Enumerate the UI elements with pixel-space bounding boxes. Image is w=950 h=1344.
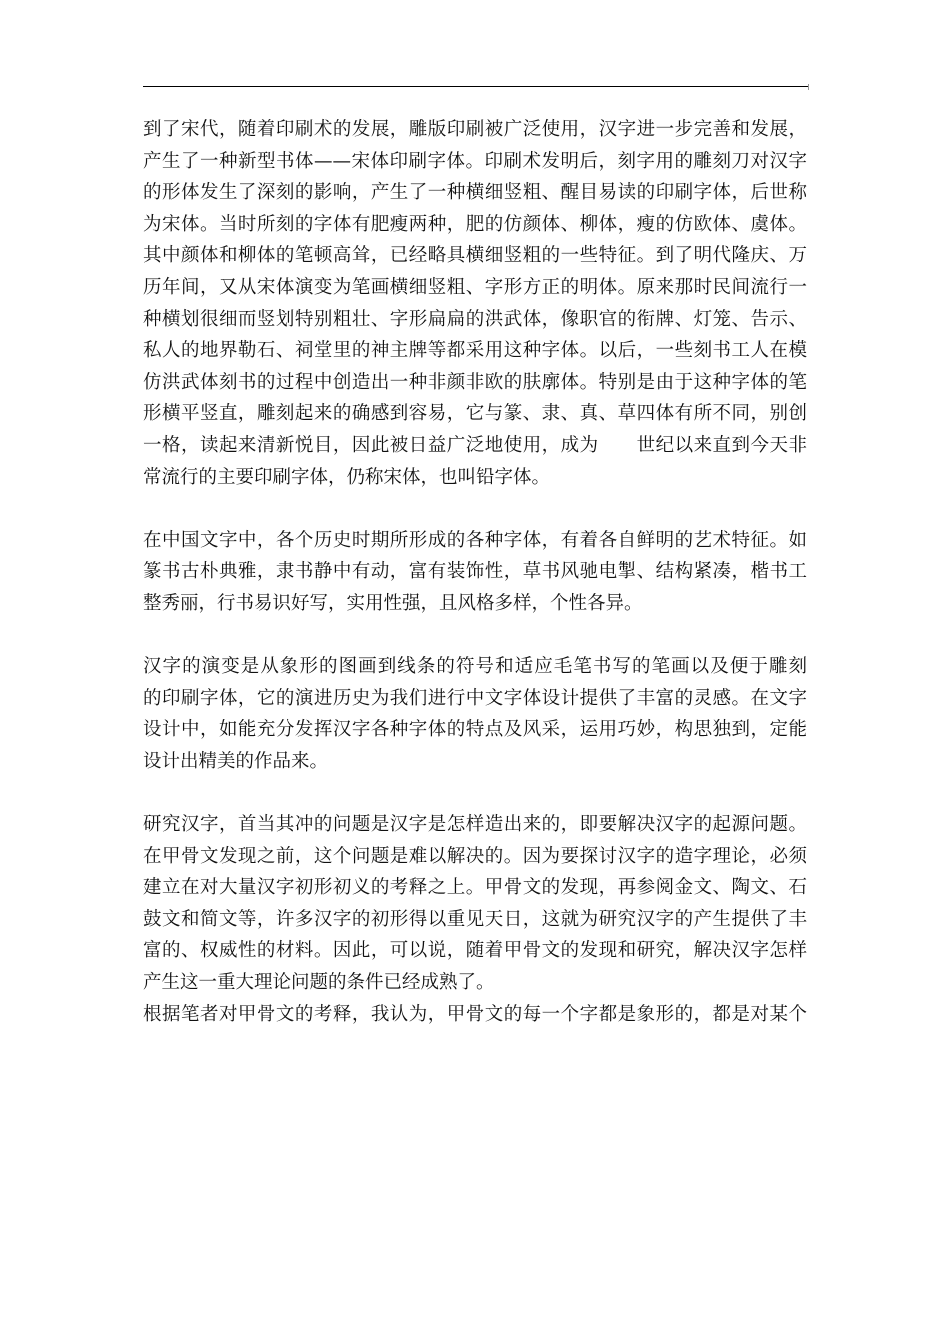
text-line: 到了宋代，随着印刷术的发展，雕版印刷被广泛使用，汉字进一步完善和发展， [143,119,807,140]
header-rule-end-mark [808,84,809,90]
paragraph-script-styles [143,525,807,620]
text-line: 篆书古朴典雅，隶书静中有动，富有装饰性，草书风驰电掣、结构紧凑，楷书工 [143,561,807,583]
text-line: 在甲骨文发现之前，这个问题是难以解决的。因为要探讨汉字的造字理论，必须 [143,845,807,867]
text-line: 形横平竖直，雕刻起来的确感到容易，它与篆、隶、真、草四体有所不同，别创 [143,403,807,425]
paragraph-spacer [143,620,807,652]
text-line: 的印刷字体，它的演进历史为我们进行中文字体设计提供了丰富的灵感。在文字 [143,687,807,709]
text-line: 一格，读起来清新悦目，因此被日益广泛地使用，成为 世纪以来直到今天非 [143,434,807,456]
text-line: 历年间，又从宋体演变为笔画横细竖粗、字形方正的明体。原来那时民间流行一 [143,276,807,298]
document-body [143,114,807,1030]
text-line: 种横划很细而竖划特别粗壮、字形扁扁的洪武体，像职官的衔牌、灯笼、告示、 [143,308,807,330]
text-line: 设计中，如能充分发挥汉字各种字体的特点及风采，运用巧妙，构思独到，定能 [143,719,807,741]
text-line: 研究汉字，首当其冲的问题是汉字是怎样造出来的，即要解决汉字的起源问题。 [143,814,807,836]
text-line: 的形体发生了深刻的影响，产生了一种横细竖粗、醒目易读的印刷字体，后世称 [143,182,807,204]
text-line: 整秀丽，行书易识好写，实用性强，且风格多样，个性各异。 [143,592,643,614]
text-line: 产生了一种新型书体——宋体印刷字体。印刷术发明后，刻字用的雕刻刀对汉字 [143,150,807,172]
text-line: 产生这一重大理论问题的条件已经成熟了。 [143,972,495,994]
text-line: 建立在对大量汉字初形初义的考释之上。甲骨文的发现，再参阅金文、陶文、石 [143,877,807,899]
paragraph-character-evolution [143,651,807,777]
text-line: 为宋体。当时所刻的字体有肥瘦两种，肥的仿颜体、柳体，瘦的仿欧体、虞体。 [143,213,807,235]
header-rule [143,86,808,87]
paragraph-spacer [143,493,807,525]
text-line: 鼓文和简文等，许多汉字的初形得以重见天日，这就为研究汉字的产生提供了丰 [143,908,807,930]
text-line: 汉字的演变是从象形的图画到线条的符号和适应毛笔书写的笔画以及便于雕刻 [143,656,807,678]
text-line: 根据笔者对甲骨文的考释，我认为，甲骨文的每一个字都是象形的，都是对某个 [143,1003,807,1025]
text-line: 常流行的主要印刷字体，仍称宋体，也叫铅字体。 [143,466,551,488]
text-line: 其中颜体和柳体的笔顿高耸，已经略具横细竖粗的一些特征。到了明代隆庆、万 [143,245,807,267]
text-line: 私人的地界勒石、祠堂里的神主牌等都采用这种字体。以后，一些刻书工人在模 [143,340,807,362]
text-line: 仿洪武体刻书的过程中创造出一种非颜非欧的肤廓体。特别是由于这种字体的笔 [143,371,807,393]
text-line: 设计出精美的作品来。 [143,750,329,772]
paragraph-spacer [143,777,807,809]
paragraph-character-origin [143,809,807,1030]
text-line: 富的、权威性的材料。因此，可以说，随着甲骨文的发现和研究，解决汉字怎样 [143,940,807,962]
paragraph-song-typeface [143,114,807,493]
text-line: 在中国文字中，各个历史时期所形成的各种字体，有着各自鲜明的艺术特征。如 [143,529,807,551]
